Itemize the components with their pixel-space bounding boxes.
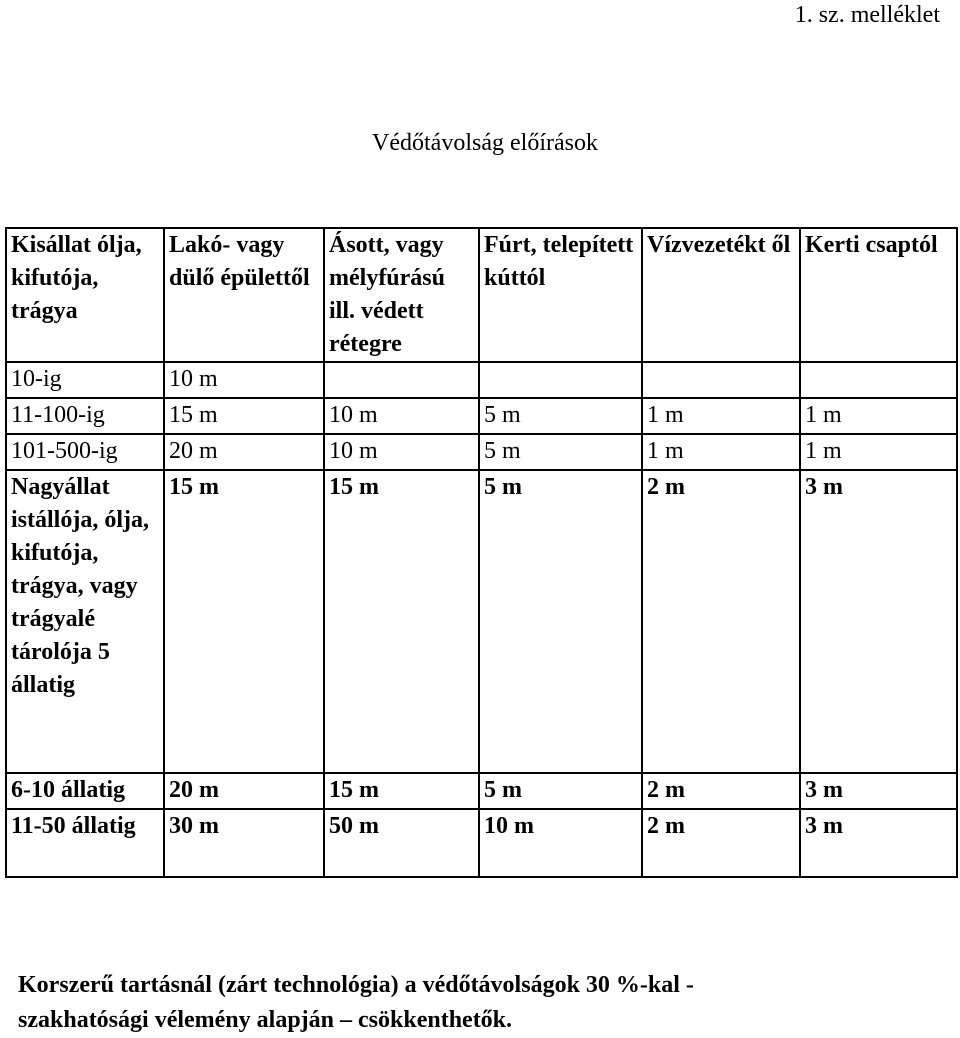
table-cell: 10 m <box>479 809 642 877</box>
header-cell: Lakó- vagy dülő épülettől <box>164 228 324 362</box>
table-row <box>6 773 957 809</box>
table-cell: 15 m <box>324 773 479 809</box>
header-cell: Vízvezetékt ől <box>642 228 800 362</box>
header-cell: Kisállat ólja, kifutója, trágya <box>6 228 164 362</box>
table-cell: 3 m <box>800 809 957 877</box>
header-cell: Ásott, vagy mélyfúrású ill. védett rétegre <box>324 228 479 362</box>
footnote-line: szakhatósági vélemény alapján – csökkenthetők. <box>18 1007 513 1033</box>
annex-label: 1. sz. melléklet <box>794 2 940 28</box>
table-cell: 50 m <box>324 809 479 877</box>
table-cell: 5 m <box>479 398 642 434</box>
table-header-row <box>6 228 957 362</box>
table-cell: 15 m <box>164 398 324 434</box>
table-cell <box>479 362 642 398</box>
table-cell: 2 m <box>642 809 800 877</box>
row-label-cell: Nagyállat istállója, ólja, kifutója, trágya, vagy trágyalé tárolója 5 állatig <box>6 470 164 773</box>
header-cell: Kerti csaptól <box>800 228 957 362</box>
table-cell: 5 m <box>479 773 642 809</box>
row-label-cell: 10-ig <box>6 362 164 398</box>
footnote <box>18 968 694 1038</box>
distance-table <box>5 227 958 878</box>
table-cell <box>642 362 800 398</box>
table-cell: 5 m <box>479 470 642 773</box>
table-cell: 20 m <box>164 773 324 809</box>
row-label-cell: 11-100-ig <box>6 398 164 434</box>
page-title: Védőtávolság előírások <box>372 130 598 156</box>
table-row <box>6 434 957 470</box>
table-cell: 1 m <box>800 434 957 470</box>
table-row <box>6 398 957 434</box>
table-cell: 10 m <box>324 398 479 434</box>
table-row <box>6 809 957 877</box>
table-cell: 2 m <box>642 470 800 773</box>
footnote-line: Korszerű tartásnál (zárt technológia) a védőtávolságok 30 %-kal - <box>18 972 694 998</box>
row-label-cell: 6-10 állatig <box>6 773 164 809</box>
row-label-cell: 101-500-ig <box>6 434 164 470</box>
table-cell: 15 m <box>324 470 479 773</box>
table-cell <box>800 362 957 398</box>
table-cell: 20 m <box>164 434 324 470</box>
table-cell: 2 m <box>642 773 800 809</box>
table-cell: 1 m <box>800 398 957 434</box>
table-cell: 1 m <box>642 434 800 470</box>
table-cell <box>324 362 479 398</box>
table-cell: 15 m <box>164 470 324 773</box>
table-cell: 1 m <box>642 398 800 434</box>
row-label-cell: 11-50 állatig <box>6 809 164 877</box>
table-row <box>6 470 957 773</box>
header-cell: Fúrt, telepített kúttól <box>479 228 642 362</box>
table-cell: 30 m <box>164 809 324 877</box>
table-row <box>6 362 957 398</box>
table-cell: 10 m <box>324 434 479 470</box>
table-cell: 3 m <box>800 773 957 809</box>
table-cell: 10 m <box>164 362 324 398</box>
table-cell: 5 m <box>479 434 642 470</box>
table-cell: 3 m <box>800 470 957 773</box>
